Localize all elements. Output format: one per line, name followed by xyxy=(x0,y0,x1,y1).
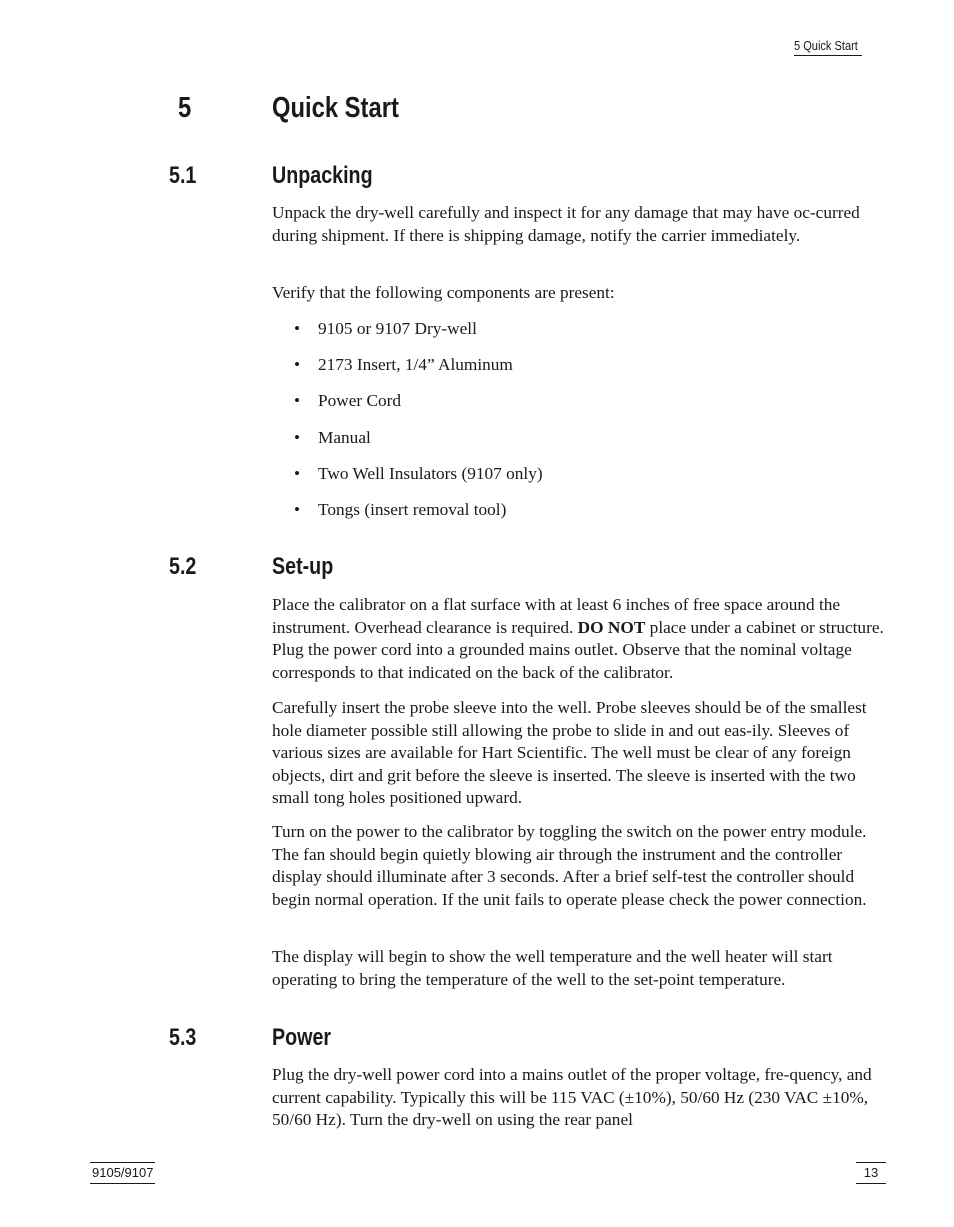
list-item-text: Tongs (insert removal tool) xyxy=(318,499,507,519)
paragraph: The display will begin to show the well temperature and the well heater will start operating to bring the temperature of the well to the set-point temperature. xyxy=(272,947,833,989)
chapter-number: 5 xyxy=(178,92,192,124)
bullet-icon: • xyxy=(294,463,301,483)
paragraph: Unpack the dry-well carefully and inspect it for any damage that may have oc-curred during shipment. If there is shipping damage, notify the carrier immediately. xyxy=(272,203,860,245)
page-number: 13 xyxy=(856,1162,886,1184)
section-title: Power xyxy=(272,1024,332,1051)
list-item-text: 2173 Insert, 1/4” Aluminum xyxy=(318,355,513,375)
running-header: 5 Quick Start xyxy=(794,38,862,56)
paragraph: Turn on the power to the calibrator by toggling the switch on the power entry module. The fan should begin quietly blowing air through the instrument and the controller display should illuminate after 3 seconds. After a brief self-test the controller should begin normal operation. If the unit fails to operate please check the power connection. xyxy=(272,822,867,909)
paragraph xyxy=(272,594,886,684)
paragraph: Plug the dry-well power cord into a mains outlet of the proper voltage, fre-quency, and current capability. Typically this will be 115 VAC (±10%), 50/60 Hz (230 VAC ±10%, 50/60 Hz). Turn the dry-well on using the rear panel xyxy=(272,1065,872,1130)
section-title: Set-up xyxy=(272,553,334,580)
list-item xyxy=(294,427,543,463)
list-item xyxy=(294,318,543,354)
bullet-icon: • xyxy=(294,391,301,411)
list-item-text: Manual xyxy=(318,427,371,447)
list-item xyxy=(294,354,543,390)
section-title: Unpacking xyxy=(272,162,373,189)
list-item xyxy=(294,463,543,499)
paragraph: Carefully insert the probe sleeve into the well. Probe sleeves should be of the smallest hole diameter possible still allowing the probe to slide in and out eas-ily. Sleeves of various sizes are available for Hart Scientific. The well must be clear of any foreign objects, dirt and grit before the sleeve is inserted. The sleeve is inserted with the two small tong holes positioned upward. xyxy=(272,698,867,808)
emphasis-text: DO NOT xyxy=(577,617,646,637)
footer-model: 9105/9107 xyxy=(90,1162,155,1184)
bullet-icon: • xyxy=(294,319,301,338)
paragraph-text: Place the calibrator on a flat surface with at least 6 inches of free space around the instrument. Overhead clearance is required. xyxy=(272,595,841,637)
paragraph: Verify that the following components are present: xyxy=(272,283,615,302)
list-item-text: Two Well Insulators (9107 only) xyxy=(318,463,543,483)
section-number: 5.1 xyxy=(169,162,197,189)
component-list xyxy=(294,318,543,535)
paragraph-text: place under a cabinet or structure. Plug the power cord into a grounded mains outlet. Observe that the nominal voltage corresponds to that indicated on the back of the calibrator. xyxy=(272,617,884,682)
section-number: 5.2 xyxy=(169,553,197,580)
list-item-text: 9105 or 9107 Dry-well xyxy=(318,319,477,338)
bullet-icon: • xyxy=(294,499,301,519)
list-item-text: Power Cord xyxy=(318,391,402,411)
list-item xyxy=(294,390,543,426)
chapter-title: Quick Start xyxy=(272,92,399,124)
list-item xyxy=(294,499,543,535)
bullet-icon: • xyxy=(294,355,301,375)
bullet-icon: • xyxy=(294,427,301,447)
section-number: 5.3 xyxy=(169,1024,197,1051)
